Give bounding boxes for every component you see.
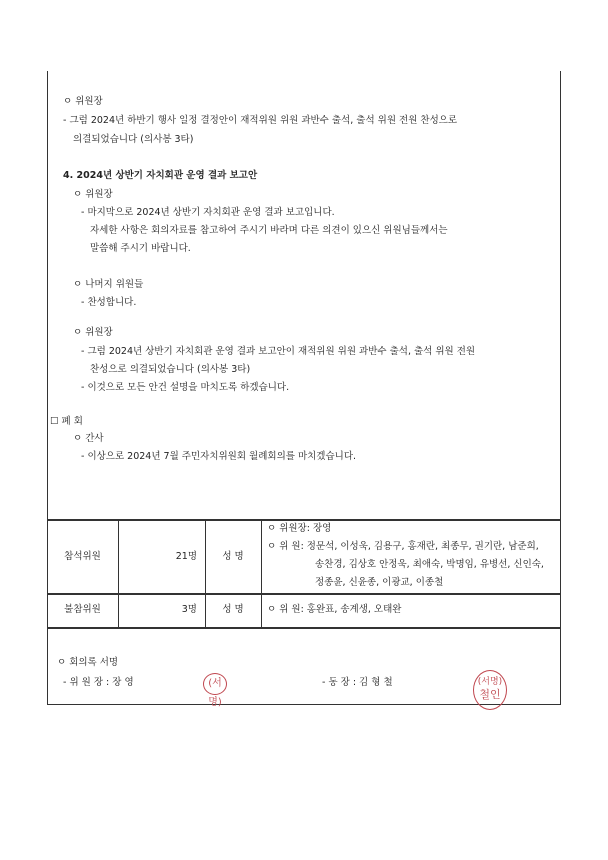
table-col-divider [261, 520, 262, 627]
present-names-line: 송찬경, 김상호 안정욱, 최애숙, 박명임, 유병선, 신인숙, [315, 559, 544, 570]
speaker-chair-2: ㅇ 위원장 [73, 189, 113, 200]
chair-seal-stamp: (서명) [203, 673, 227, 695]
absent-names: ㅇ 위 원: 홍완표, 송계생, 오태완 [267, 604, 402, 615]
dong-stamp-text-1: (서명) [477, 677, 503, 687]
chair-statement-line: - 마지막으로 2024년 상반기 자치회관 운영 결과 보고입니다. [81, 207, 335, 218]
chair-statement-line: - 그럼 2024년 상반기 자치회관 운영 결과 보고안이 재적위원 위원 과반수 출석, 출석 위원 전원 [81, 346, 476, 357]
name-label: 성 명 [222, 551, 244, 562]
signature-heading: ㅇ 회의록 서명 [57, 657, 119, 668]
chair-statement-line: 말씀해 주시기 바랍니다. [90, 243, 191, 254]
table-top-border [47, 519, 561, 521]
speaker-secretary: ㅇ 간사 [73, 433, 104, 444]
table-bottom-border [47, 627, 561, 629]
absent-name-label: 성 명 [222, 604, 244, 615]
present-label: 참석위원 [64, 551, 101, 562]
chair-statement-line: 찬성으로 의결되었습니다 (의사봉 3타) [90, 364, 251, 375]
secretary-statement: - 이상으로 2024년 7월 주민자치위원회 월례회의를 마치겠습니다. [81, 451, 357, 462]
agenda-heading-4: 4. 2024년 상반기 자치회관 운영 결과 보고안 [63, 170, 258, 181]
chair-statement-line: - 이것으로 모든 안건 설명을 마치도록 하겠습니다. [81, 382, 290, 393]
present-names-line: ㅇ 위 원: 정문석, 이성욱, 김용구, 홍재란, 최종무, 권기란, 남준희, [267, 541, 539, 552]
speaker-members: ㅇ 나머지 위원들 [73, 279, 144, 290]
present-names-line: 정종윤, 신윤종, 이광교, 이종철 [315, 577, 444, 588]
absent-count: 3명 [181, 604, 197, 615]
closing-heading: ☐ 폐 회 [50, 416, 83, 427]
table-row-divider [47, 593, 561, 595]
chair-signature-line: - 위 원 장 : 장 영 [63, 677, 134, 688]
dong-stamp-text-2: 철인 [479, 688, 501, 701]
dong-chief-signature-line: - 동 장 : 김 형 철 [322, 677, 393, 688]
absent-label: 불참위원 [64, 604, 101, 615]
chair-statement-line: - 그럼 2024년 하반기 행사 일정 결정안이 재적위원 위원 과반수 출석, 출석 위원 전원 찬성으로 [63, 115, 458, 126]
present-count: 21명 [175, 551, 197, 562]
chair-statement-line: 의결되었습니다 (의사봉 3타) [73, 134, 194, 145]
speaker-chair-3: ㅇ 위원장 [73, 327, 113, 338]
dong-chief-seal-stamp [473, 670, 507, 710]
speaker-chair-1: ㅇ 위원장 [63, 96, 103, 107]
present-names-line: ㅇ 위원장: 장영 [267, 523, 332, 534]
chair-statement-line: 자세한 사항은 회의자료를 참고하여 주시기 바라며 다른 의견이 있으신 위원님들께서는 [90, 225, 448, 236]
members-statement: - 찬성합니다. [81, 297, 137, 308]
